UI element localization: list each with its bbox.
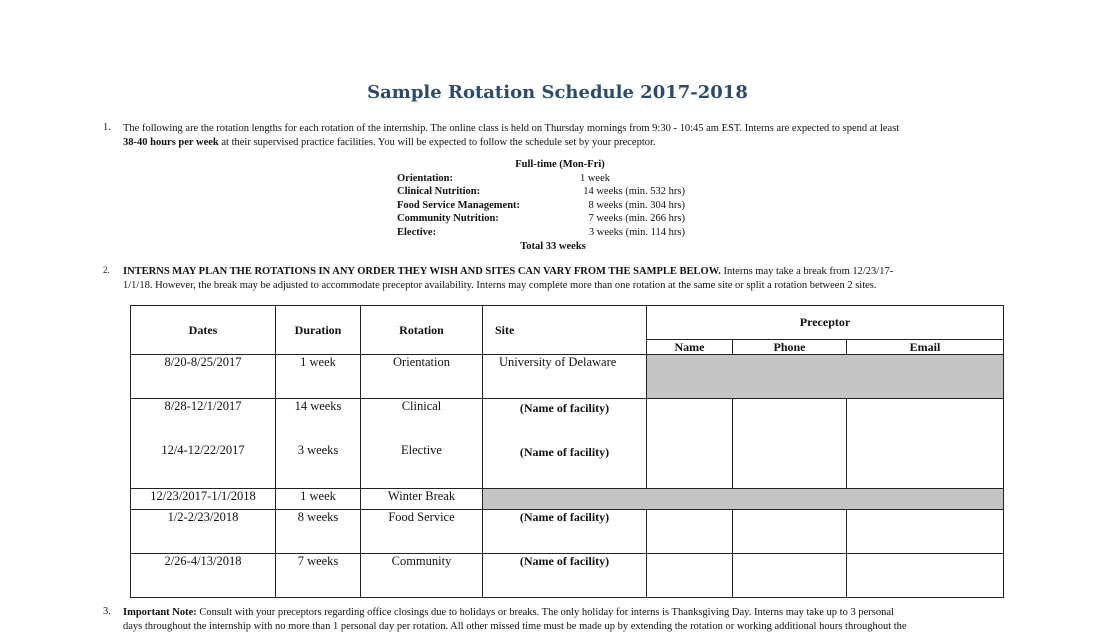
item-1-line-2 [123, 136, 899, 150]
row-duration: 1 week [276, 355, 361, 399]
row-preceptor-phone [733, 554, 847, 598]
row-winter-break-shaded [483, 489, 1004, 510]
rotation-label-clinical: Clinical Nutrition: [397, 186, 481, 197]
item-2-line-1-text: Interns may take a break from 12/23/17- [720, 266, 894, 277]
row-dates: 1/2-2/23/2018 [131, 510, 276, 554]
row-preceptor-phone [733, 399, 847, 489]
item-1-bold-hours: 38-40 hours per week [123, 137, 219, 148]
item-3-line-1-text: Consult with your preceptors regarding office closings due to holidays or breaks. The only holiday for interns is Thanksgiving Day. Interns may take up to 3 personal [196, 607, 894, 618]
row-preceptor-name [647, 399, 733, 489]
row-preceptor-email [847, 554, 1004, 598]
rotation-label-elective: Elective: [397, 227, 437, 238]
row-duration: 1 week [276, 489, 361, 510]
table-row [131, 510, 1004, 554]
header-rotation: Rotation [361, 306, 483, 355]
header-email: Email [847, 340, 1004, 355]
rotation-value-food-service: 8 weeks (min. 304 hrs) [588, 200, 685, 211]
item-2-line-2: 1/1/18. However, the break may be adjusted to accommodate preceptor availability. Interns may complete more than one rotation at the same site or split a rotation between 2 sites. [123, 280, 877, 291]
item-1-number: 1. [103, 122, 111, 133]
rotation-label-orientation: Orientation: [397, 173, 453, 184]
row-preceptor-name [647, 510, 733, 554]
table-row [131, 355, 1004, 399]
row-preceptor-shaded [647, 355, 1004, 399]
rotation-value-clinical: 14 weeks (min. 532 hrs) [583, 186, 685, 197]
row-duration: 8 weeks [276, 510, 361, 554]
header-site: Site [483, 306, 647, 355]
row-site: (Name of facility) [483, 443, 647, 489]
rotation-lengths-heading: Full-time (Mon-Fri) [515, 159, 605, 170]
table-row [131, 554, 1004, 598]
row-dates: 8/20-8/25/2017 [131, 355, 276, 399]
rotation-value-elective: 3 weeks (min. 114 hrs) [588, 227, 685, 238]
item-3-number: 3. [103, 606, 111, 617]
row-rotation: Clinical [361, 399, 483, 443]
row-duration: 14 weeks [276, 399, 361, 443]
table-row [131, 399, 1004, 443]
row-rotation: Winter Break [361, 489, 483, 510]
header-name: Name [647, 340, 733, 355]
row-preceptor-name [647, 554, 733, 598]
row-preceptor-phone [733, 510, 847, 554]
row-dates: 8/28-12/1/2017 [131, 399, 276, 443]
row-rotation: Food Service [361, 510, 483, 554]
rotation-label-food-service: Food Service Management: [397, 200, 521, 211]
row-rotation: Orientation [361, 355, 483, 399]
row-preceptor-email [847, 399, 1004, 489]
row-site: (Name of facility) [483, 554, 647, 598]
row-site: (Name of facility) [483, 399, 647, 443]
item-1-paragraph [123, 122, 899, 150]
item-2-bold-text: INTERNS MAY PLAN THE ROTATIONS IN ANY ORDER THEY WISH AND SITES CAN VARY FROM THE SAMPLE BELOW. [123, 266, 721, 277]
row-dates: 12/4-12/22/2017 [131, 443, 276, 489]
item-3-line-2: days throughout the internship with no more than 1 personal day per rotation. All other missed time must be made up by extending the rotation or working additional hours throughout the [123, 621, 907, 632]
row-rotation: Elective [361, 443, 483, 489]
row-site: (Name of facility) [483, 510, 647, 554]
header-dates: Dates [131, 306, 276, 355]
item-3-bold-note: Important Note: [123, 607, 197, 618]
item-2-number: 2. [103, 265, 110, 275]
rotation-total: Total 33 weeks [520, 241, 586, 252]
row-preceptor-email [847, 510, 1004, 554]
schedule-table [130, 305, 1004, 598]
item-1-line-2-text: at their supervised practice facilities. You will be expected to follow the schedule set by your preceptor. [218, 137, 656, 148]
item-1-line-1: The following are the rotation lengths for each rotation of the internship. The online class is held on Thursday mornings from 9:30 - 10:45 am EST. Interns are expected to spend at least [123, 123, 900, 134]
item-2-line-1 [123, 265, 893, 279]
row-rotation: Community [361, 554, 483, 598]
row-site: University of Delaware [483, 355, 647, 399]
rotation-value-community: 7 weeks (min. 266 hrs) [588, 213, 685, 224]
rotation-label-community: Community Nutrition: [397, 213, 499, 224]
header-preceptor: Preceptor [647, 306, 1004, 340]
row-duration: 7 weeks [276, 554, 361, 598]
item-2-paragraph [123, 265, 893, 293]
table-row [131, 489, 1004, 510]
rotation-value-orientation: 1 week [579, 173, 610, 184]
row-dates: 2/26-4/13/2018 [131, 554, 276, 598]
header-duration: Duration [276, 306, 361, 355]
row-dates: 12/23/2017-1/1/2018 [131, 489, 276, 510]
row-duration: 3 weeks [276, 443, 361, 489]
document-title: Sample Rotation Schedule 2017-2018 [367, 82, 748, 103]
item-3-line-1 [123, 606, 907, 620]
header-phone: Phone [733, 340, 847, 355]
